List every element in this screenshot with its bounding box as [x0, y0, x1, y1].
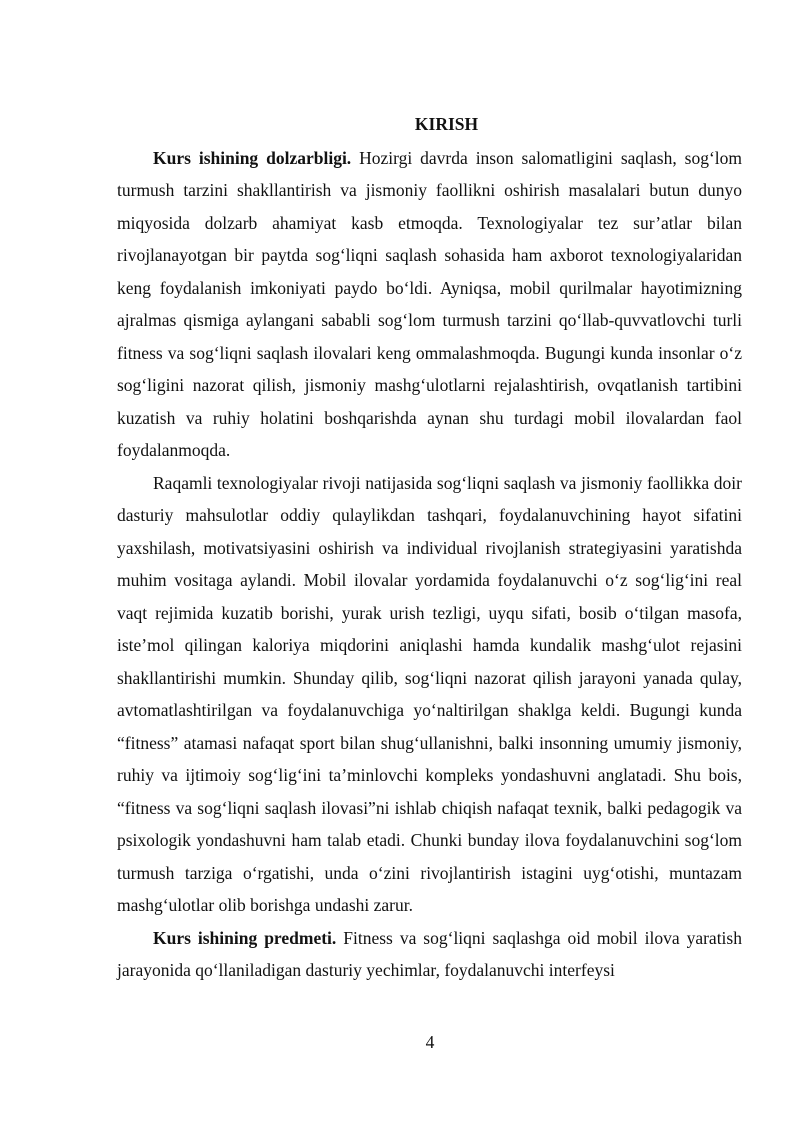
paragraph-text-subject: Fitness va sog‘liqni saqlashga oid mobil ilova yaratish jarayonida qo‘llaniladigan dasturiy yechimlar, foydalanuvchi interfeysi [117, 927, 742, 980]
section-heading: KIRISH [414, 114, 479, 134]
paragraph-lead-subject: Kurs ishining predmeti. [153, 927, 337, 948]
page-content [117, 108, 742, 987]
page-number: 4 [425, 1032, 435, 1052]
paragraph-text-digital-tech: Raqamli texnologiyalar rivoji natijasida sog‘liqni saqlash va jismoniy faollikka doir dasturiy mahsulotlar oddiy qulaylikdan tashqari, foydalanuvchining hayot sifatini yaxshilash, motivatsiyasini oshirish va individual rivojlanish strategiyasini yaratishda muhim vositaga aylandi. Mobil ilovalar yordamida foydalanuvchi o‘z sog‘lig‘ini real vaqt rejimida kuzatib borishi, yurak urish tezligi, uyqu sifati, bosib o‘tilgan masofa, iste’mol qilingan kaloriya miqdorini aniqlashi hamda kundalik mashg‘ulot rejasini shakllantirishi mumkin. Shunday qilib, sog‘liqni nazorat qilish jarayoni yanada qulay, avtomatlashtirilgan va foydalanuvchiga yo‘naltirilgan shaklga keldi. Bugungi kunda “fitness” atamasi nafaqat sport bilan shug‘ullanishni, balki insonning umumiy jismoniy, ruhiy va ijtimoiy sog‘lig‘ini ta’minlovchi kompleks yondashuvni anglatadi. Shu bois, “fitness va sog‘liqni saqlash ilovasi”ni ishlab chiqish nafaqat texnik, balki pedagogik va psixologik yondashuvni ham talab etadi. Chunki bunday ilova foydalanuvchini sog‘lom turmush tarziga o‘rgatishi, unda o‘zini rivojlantirish istagini uyg‘otishi, muntazam mashg‘ulotlar olib borishga undashi zarur. [117, 472, 742, 915]
paragraph-subject [117, 922, 742, 987]
paragraph-lead-relevance: Kurs ishining dolzarbligi. [153, 147, 352, 168]
paragraph-text-relevance: Hozirgi davrda inson salomatligini saqlash, sog‘lom turmush tarzini shakllantirish va jismoniy faollikni oshirish masalalari butun dunyo miqyosida dolzarb ahamiyat kasb etmoqda. Texnologiyalar tez sur’atlar bilan rivojlanayotgan bir paytda sog‘liqni saqlash sohasida ham axborot texnologiyalaridan keng foydalanish imkoniyati paydo bo‘ldi. Ayniqsa, mobil qurilmalar hayotimizning ajralmas qismiga aylangani sababli sog‘lom turmush tarzini qo‘llab-quvvatlovchi turli fitness va sog‘liqni saqlash ilovalari keng ommalashmoqda. Bugungi kunda insonlar o‘z sog‘ligini nazorat qilish, jismoniy mashg‘ulotlarni rejalashtirish, ovqatlanish tartibini kuzatish va ruhiy holatini boshqarishda aynan shu turdagi mobil ilovalardan faol foydalanmoqda. [117, 147, 743, 460]
paragraph-relevance [117, 142, 742, 467]
paragraph-digital-tech [117, 467, 742, 922]
